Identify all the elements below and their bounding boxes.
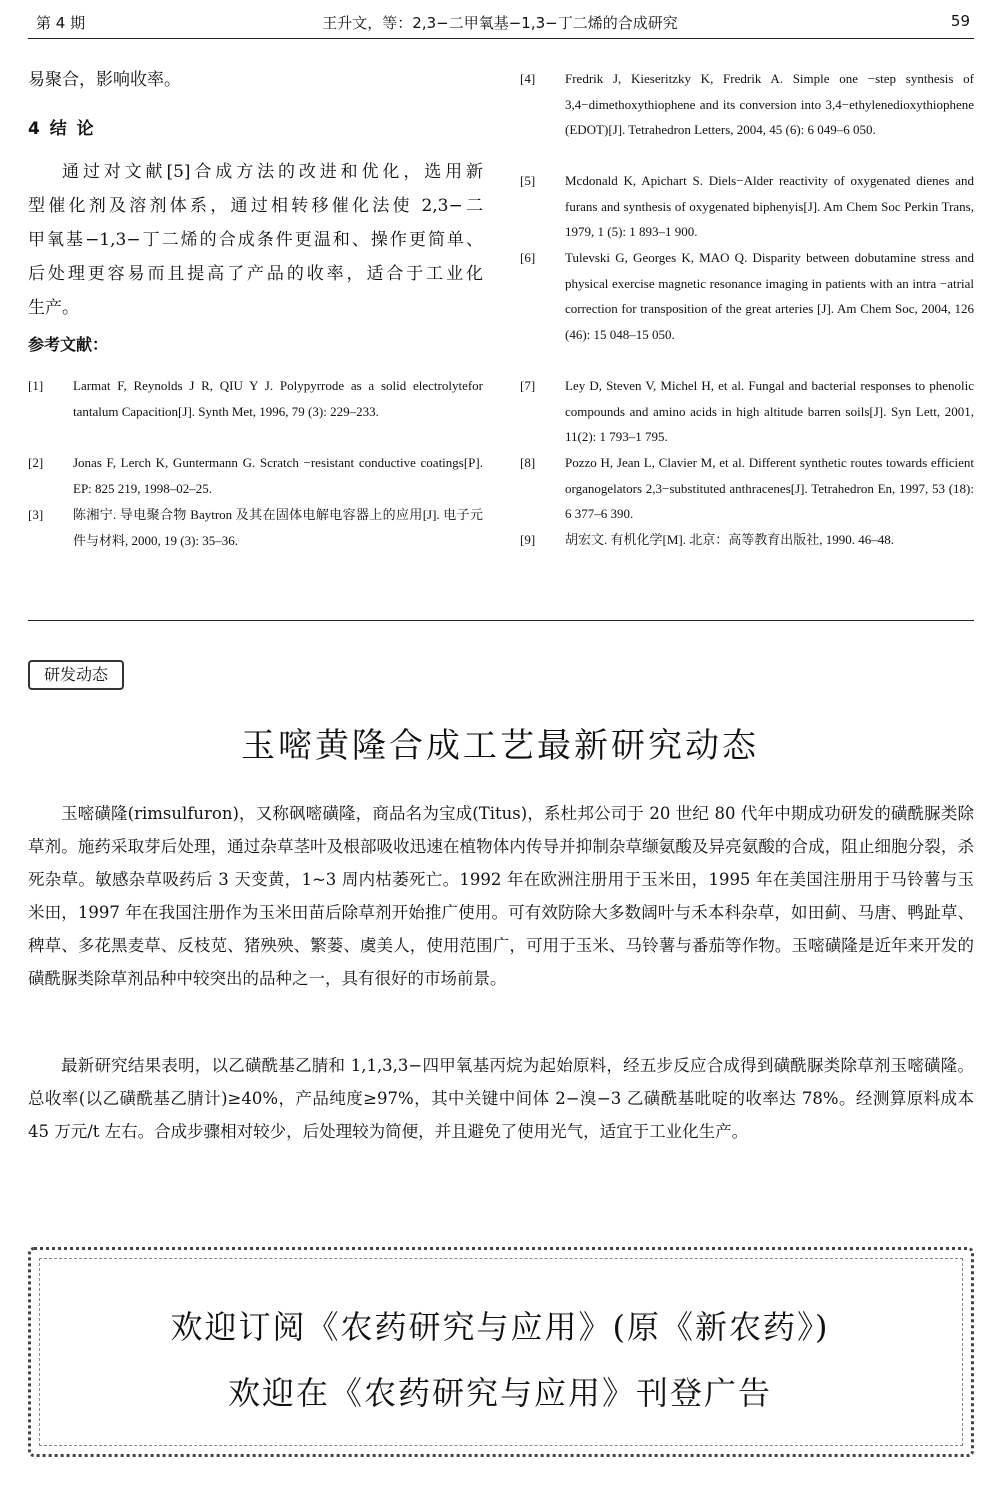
subscription-banner	[28, 1247, 974, 1457]
reference-item	[520, 527, 974, 553]
page-number: 59	[950, 12, 970, 30]
reference-item	[28, 373, 483, 449]
reference-number: [8]	[520, 455, 536, 470]
reference-item	[520, 66, 974, 168]
reference-number: [5]	[520, 173, 536, 188]
reference-number: [9]	[520, 532, 536, 547]
running-title: 王升文，等：2,3−二甲氧基−1,3−丁二烯的合成研究	[322, 14, 678, 32]
reference-text: Ley D, Steven V, Michel H, et al. Fungal and bacterial responses to phenolic compounds and amino acids in high altitude barren soils[J]. Syn Lett, 2001, 11(2): 1 793–1 795.	[565, 378, 974, 444]
conclusion-line: 后处理更容易而且提高了产品的收率，适合于工业化	[28, 264, 483, 284]
reference-item	[520, 373, 974, 450]
reference-text: Larmat F, Reynolds J R, QIU Y J. Polypyrrode as a solid electrolytefor tantalum Capacition[J]. Synth Met, 1996, 79 (3): 229–233.	[73, 378, 483, 419]
header-rule	[28, 38, 974, 39]
banner-line: 欢迎订阅《农药研究与应用》(原《新农药》)	[170, 1308, 830, 1346]
reference-item	[520, 450, 974, 527]
reference-number: [3]	[28, 507, 44, 522]
reference-text: 陈湘宁. 导电聚合物 Baytron 及其在固体电解电容器上的应用[J]. 电子元件与材料, 2000, 19 (3): 35–36.	[73, 507, 483, 548]
reference-number: [4]	[520, 71, 536, 86]
reference-item	[520, 168, 974, 245]
references-heading: 参考文献：	[28, 335, 109, 354]
banner-inner-border	[39, 1258, 963, 1446]
reference-text: Mcdonald K, Apichart S. Diels−Alder reactivity of oxygenated dienes and furans and synthesis of oxygenated biphenyis[J]. Am Chem Soc Perkin Trans, 1979, 1 (5): 1 893–1 900.	[565, 173, 974, 239]
news-paragraph: 最新研究结果表明，以乙磺酰基乙腈和 1,1,3,3−四甲氧基丙烷为起始原料，经五步反应合成得到磺酰脲类除草剂玉嘧磺隆。总收率(以乙磺酰基乙腈计)≥40%，产品纯度≥97%，其中关键中间体 2−溴−3 乙磺酰基吡啶的收率达 78%。经测算原料成本 45 万元/t 左右。合成步骤相对较少，后处理较为简便，并且避免了使用光气，适宜于工业化生产。	[28, 1056, 974, 1141]
news-title: 玉嘧黄隆合成工艺最新研究动态	[241, 726, 759, 766]
conclusion-line: 甲氧基−1,3−丁二烯的合成条件更温和、操作更简单、	[28, 230, 483, 250]
reference-item	[520, 245, 974, 372]
conclusion-line: 型催化剂及溶剂体系，通过相转移催化法使 2,3−二	[28, 196, 483, 216]
section-heading: 4 结 论	[28, 119, 96, 139]
news-paragraph: 玉嘧磺隆(rimsulfuron)，又称砜嘧磺隆，商品名为宝成(Titus)，系杜邦公司于 20 世纪 80 代年中期成功研发的磺酰脲类除草剂。施药采取芽后处理，通过杂草茎叶及根部吸收迅速在植物体内传导并抑制杂草缬氨酸及异亮氨酸的合成，阻止细胞分裂，杀死杂草。敏感杂草吸药后 3 天变黄，1~3 周内枯萎死亡。1992 年在欧洲注册用于玉米田，1995 年在美国注册用于马铃薯与玉米田，1997 年在我国注册作为玉米田苗后除草剂开始推广使用。可有效防除大多数阔叶与禾本科杂草，如田蓟、马唐、鸭趾草、稗草、多花黑麦草、反枝苋、猪殃殃、繁蒌、虞美人，使用范围广，可用于玉米、马铃薯与番茄等作物。玉嘧磺隆是近年来开发的磺酰脲类除草剂品种中较突出的品种之一，具有很好的市场前景。	[28, 804, 974, 988]
reference-text: Pozzo H, Jean L, Clavier M, et al. Different synthetic routes towards efficient organogelators 2,3−substituted anthracenes[J]. Tetrahedron En, 1997, 53 (18): 6 377–6 390.	[565, 455, 974, 521]
reference-text: 胡宏文. 有机化学[M]. 北京：高等教育出版社, 1990. 46–48.	[565, 532, 894, 547]
section-tag: 研发动态	[28, 660, 124, 690]
reference-text: Jonas F, Lerch K, Guntermann G. Scratch −resistant conductive coatings[P]. EP: 825 219, 1998–02–25.	[73, 455, 483, 496]
issue-number: 第 4 期	[36, 14, 86, 32]
reference-number: [2]	[28, 455, 44, 470]
conclusion-line: 通过对文献[5]合成方法的改进和优化，选用新	[62, 162, 483, 182]
reference-number: [1]	[28, 378, 44, 393]
banner-line: 欢迎在《农药研究与应用》刊登广告	[227, 1374, 772, 1412]
reference-item	[28, 450, 483, 502]
section-divider	[28, 620, 974, 621]
conclusion-paragraph	[28, 155, 483, 325]
reference-item	[28, 502, 483, 554]
conclusion-line: 生产。	[28, 298, 79, 318]
reference-text: Fredrik J, Kieseritzky K, Fredrik A. Simple one −step synthesis of 3,4−dimethoxythiophene and its conversion into 3,4−ethylenedioxythiophene (EDOT)[J]. Tetrahedron Letters, 2004, 45 (6): 6 049–6 050.	[565, 71, 974, 137]
reference-text: Tulevski G, Georges K, MAO Q. Disparity between dobutamine stress and physical exercise magnetic resonance imaging in patients with an intra −atrial correction for transposition of the great arteries [J]. Am Chem Soc, 2004, 126 (46): 15 048–15 050.	[565, 250, 974, 342]
carry-over-line: 易聚合，影响收率。	[28, 70, 181, 90]
reference-number: [6]	[520, 250, 536, 265]
reference-number: [7]	[520, 378, 536, 393]
